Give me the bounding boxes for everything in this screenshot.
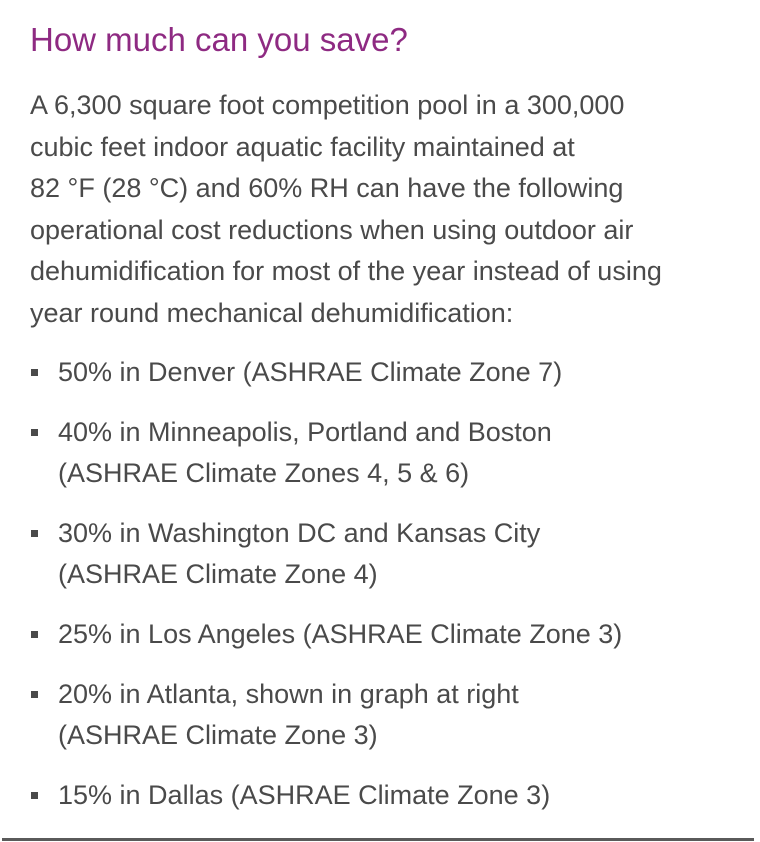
list-item-dallas	[30, 775, 750, 816]
square-bullet-icon	[31, 631, 38, 638]
page-heading: How much can you save?	[30, 21, 408, 58]
list-item-text: 15% in Dallas (ASHRAE Climate Zone 3)	[58, 780, 551, 810]
intro-paragraph	[30, 85, 740, 334]
list-item-text: 25% in Los Angeles (ASHRAE Climate Zone 3)	[58, 619, 623, 649]
list-item-text: (ASHRAE Climate Zones 4, 5 & 6)	[58, 458, 470, 488]
square-bullet-icon	[31, 429, 38, 436]
list-item-text: 30% in Washington DC and Kansas City	[58, 518, 541, 548]
square-bullet-icon	[31, 530, 38, 537]
savings-list	[30, 352, 750, 835]
square-bullet-icon	[31, 369, 38, 376]
list-item-text: 20% in Atlanta, shown in graph at right	[58, 679, 519, 709]
intro-line: 82 °F (28 °C) and 60% RH can have the following	[30, 173, 624, 203]
intro-line: year round mechanical dehumidification:	[30, 297, 514, 328]
list-item-text: (ASHRAE Climate Zone 4)	[58, 559, 378, 589]
intro-line: dehumidification for most of the year instead of using	[30, 256, 662, 286]
list-item-text: 40% in Minneapolis, Portland and Boston	[58, 417, 552, 447]
list-item-washington	[30, 513, 750, 595]
list-item-denver	[30, 352, 750, 393]
square-bullet-icon	[31, 792, 38, 799]
intro-line: A 6,300 square foot competition pool in a 300,000	[30, 90, 625, 120]
bottom-divider	[2, 838, 754, 841]
square-bullet-icon	[31, 691, 38, 698]
list-item-text: (ASHRAE Climate Zone 3)	[58, 720, 378, 750]
list-item-minneapolis	[30, 412, 750, 494]
intro-line: operational cost reductions when using outdoor air	[30, 214, 634, 245]
list-item-atlanta	[30, 674, 750, 756]
list-item-los-angeles	[30, 614, 750, 655]
intro-line: cubic feet indoor aquatic facility maintained at	[30, 131, 575, 162]
list-item-text: 50% in Denver (ASHRAE Climate Zone 7)	[58, 357, 563, 387]
